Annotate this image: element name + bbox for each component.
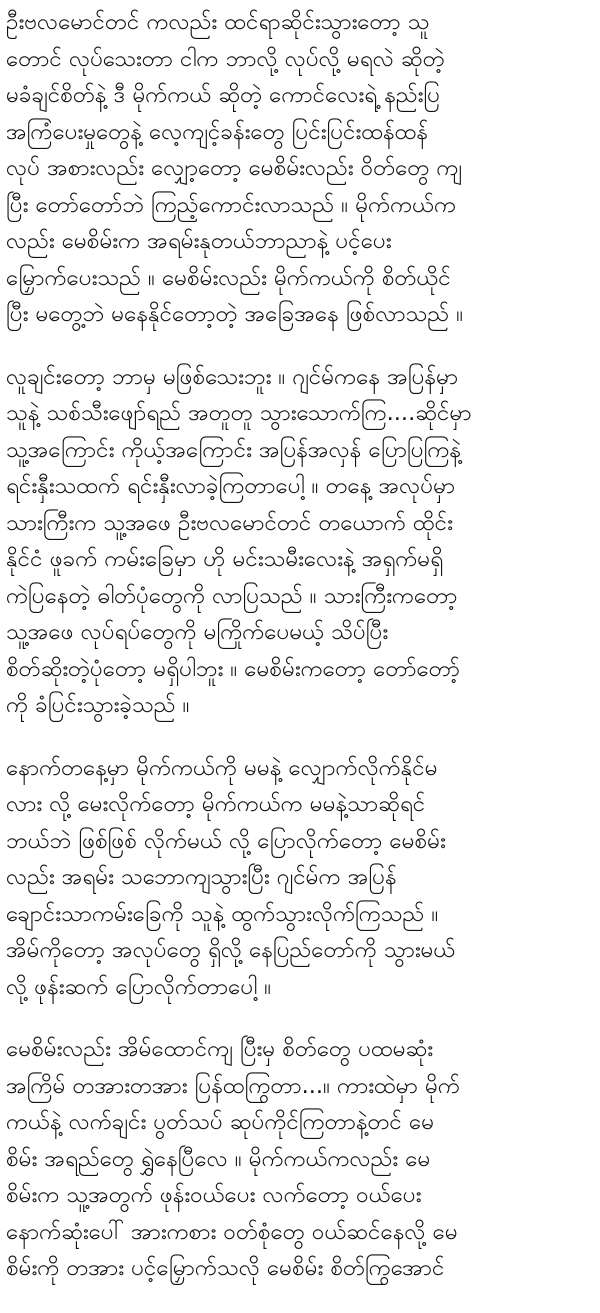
text-line: မခံချင်စိတ်နဲ့ ဒီ မိုက်ကယ် ဆိုတဲ့ ကောင်လေးရဲ့ နည်းပြ xyxy=(6,82,440,108)
text-line: ကယ်နဲ့ လက်ချင်း ပွတ်သပ် ဆုပ်ကိုင်ကြတာနဲ့တင် မေ xyxy=(6,1109,435,1135)
text-line: နောက်တနေ့မှာ မိုက်ကယ်ကို မမနဲ့ လျှောက်လိုက်နိုင်မ xyxy=(6,754,438,781)
text-line: ပြီး တော်တော်ဘဲ ကြည့်ကောင်းလာသည် ။ မိုက်ကယ်က xyxy=(6,191,456,218)
text-line: လား လို့ မေးလိုက်တော့ မိုက်ကယ်က မမနဲ့သာဆိုရင် xyxy=(6,791,426,817)
text-line: နိုင်ငံ ဖူခက် ကမ်းခြေမှာ ဟို မင်းသမီးလေးနဲ့ အရှက်မရှိ xyxy=(6,546,444,572)
text-line: စိမ်းကို တအား ပင့်မြှောက်သလို မေစိမ်း စိတ်ကြွအောင် xyxy=(6,1255,445,1281)
text-line: ကို ခံပြင်းသွားခဲ့သည် ။ xyxy=(6,692,190,718)
text-line: ချောင်းသာကမ်းခြေကို သူနဲ့ ထွက်သွားလိုက်ကြသည် ။ xyxy=(6,900,439,927)
text-line: အကြံပေးမှုတွေနဲ့ လေ့ကျင့်ခန်းတွေ ပြင်းပြင်းထန်ထန် xyxy=(6,118,429,145)
text-line: ပြီး မတွေ့ဘဲ မနေနိုင်တော့တဲ့ အခြေအနေ ဖြစ်လာသည် ။ xyxy=(6,301,464,327)
text-line: မြှောက်ပေးသည် ။ မေစိမ်းလည်း မိုက်ကယ်ကို စိတ်ယိုင် xyxy=(6,264,451,291)
text-line: အိမ်ကိုတော့ အလုပ်တွေ ရှိလို့ နေပြည်တော်ကို သွားမယ် xyxy=(6,937,456,963)
paragraph-2 xyxy=(6,359,596,724)
article-body xyxy=(6,4,596,1313)
text-line: ဦးဗလမောင်တင် ကလည်း ထင်ရာဆိုင်းသွားတော့ သူ xyxy=(6,9,430,35)
text-line: လူချင်းတော့ ဘာမှ မဖြစ်သေးဘူး ။ ဂျင်မ်ကနေ အပြန်မှာ xyxy=(6,363,459,390)
text-line: လည်း အရမ်း သဘောကျသွားပြီး ဂျင်မ်က အပြန် xyxy=(6,864,397,890)
text-line: ရင်းနှီးသထက် ရင်းနှီးလာခဲ့ကြတာပေါ့ ။ တနေ့ အလုပ်မှာ xyxy=(6,473,456,499)
paragraph-1 xyxy=(6,4,596,333)
text-line: စိမ်း အရည်တွေ ရွှဲနေပြီလေ ။ မိုက်ကယ်ကလည်း မေ xyxy=(6,1145,431,1172)
text-line: အကြိမ် တအားတအား ပြန်ထကြွတာ...။ ကားထဲမှာ မိုက် xyxy=(6,1072,460,1099)
text-line: သူနဲ့ သစ်သီးဖျော်ရည် အတူတူ သွားသောက်ကြ....ဆိုင်မှာ xyxy=(6,400,472,426)
text-line: လည်း မေစိမ်းက အရမ်းနုတယ်ဘာညာနဲ့ ပင့်ပေး xyxy=(6,228,392,254)
text-line: တောင် လုပ်သေးတာ ငါက ဘာလို့ လုပ်လို့ မရလဲ ဆိုတဲ့ xyxy=(6,45,445,72)
text-line: သူ့အကြောင်း ကိုယ့်အကြောင်း အပြန်အလှန် ပြောပြကြနဲ့ xyxy=(6,436,462,463)
text-line: ဘယ်ဘဲ ဖြစ်ဖြစ် လိုက်မယ် လို့ ပြောလိုက်တော့ မေစိမ်း xyxy=(6,827,446,854)
text-line: စိမ်းက သူ့အတွက် ဖုန်းဝယ်ပေး လက်တော့ ဝယ်ပေး xyxy=(6,1182,422,1208)
text-line: စိတ်ဆိုးတဲ့ပုံတော့ မရှိပါဘူး ။ မေစိမ်းကတော့ တော်တော့် xyxy=(6,655,460,682)
text-line: သားကြီးက သူ့အဖေ ဦးဗလမောင်တင် တယောက် ထိုင်း xyxy=(6,509,453,536)
paragraph-4 xyxy=(6,1031,596,1287)
text-line: နောက်ဆုံးပေါ် အားကစား ဝတ်စုံတွေ ဝယ်ဆင်နေလို့ မေ xyxy=(6,1218,458,1245)
text-line: လို့ ဖုန်းဆက် ပြောလိုက်တာပေါ့ ။ xyxy=(6,973,272,1000)
text-line: ကဲပြနေတဲ့ ဓါတ်ပုံတွေကို လာပြသည် ။ သားကြီးကတော့ xyxy=(6,582,458,609)
paragraph-3 xyxy=(6,750,596,1006)
text-line: သူ့အဖေ လုပ်ရပ်တွေကို မကြိုက်ပေမယ့် သိပ်ပြီး xyxy=(6,619,389,645)
text-line: မေစိမ်းလည်း အိမ်ထောင်ကျ ပြီးမှ စိတ်တွေ ပထမဆုံး xyxy=(6,1036,434,1062)
text-line: လုပ် အစားလည်း လျှော့တော့ မေစိမ်းလည်း ဝိတ်တွေ ကျ xyxy=(6,155,462,181)
